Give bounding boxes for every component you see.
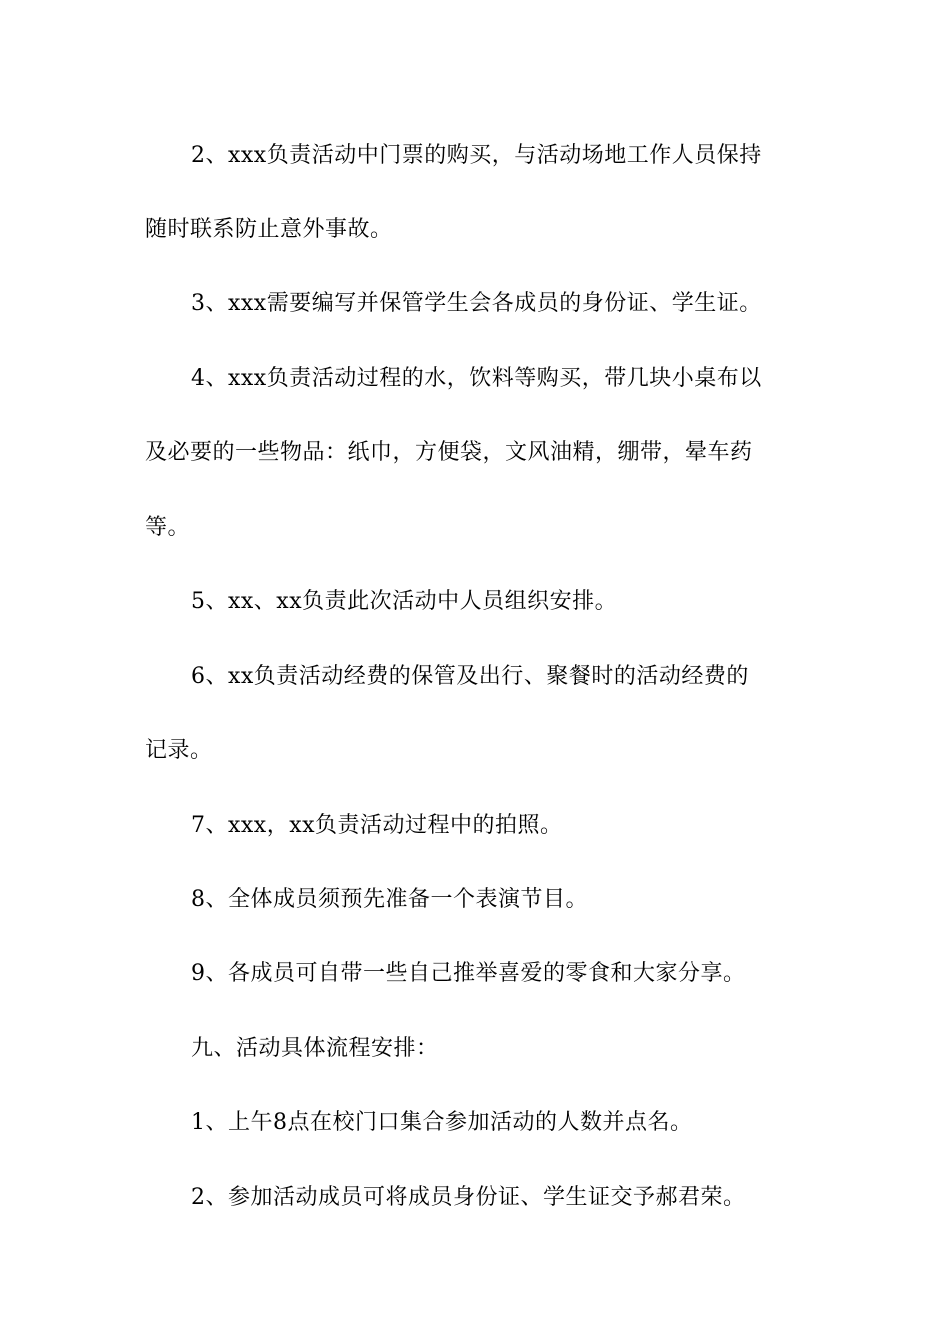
paragraph-line: 6、xx负责活动经费的保管及出行、聚餐时的活动经费的 xyxy=(191,664,749,689)
paragraph-line: 随时联系防止意外事故。 xyxy=(145,217,393,242)
paragraph-line: 3、xxx需要编写并保管学生会各成员的身份证、学生证。 xyxy=(191,291,762,316)
section-heading: 九、活动具体流程安排： xyxy=(191,1036,439,1061)
paragraph-line: 7、xxx，xx负责活动过程中的拍照。 xyxy=(191,813,563,838)
paragraph-line: 4、xxx负责活动过程的水，饮料等购买，带几块小桌布以 xyxy=(191,366,762,391)
paragraph-line: 记录。 xyxy=(145,738,213,763)
paragraph-line: 等。 xyxy=(145,515,191,540)
paragraph-line: 5、xx、xx负责此次活动中人员组织安排。 xyxy=(191,589,618,614)
paragraph-line: 2、xxx负责活动中门票的购买，与活动场地工作人员保持 xyxy=(191,143,762,168)
paragraph-line: 8、全体成员须预先准备一个表演节目。 xyxy=(191,887,588,912)
paragraph-line: 2、参加活动成员可将成员身份证、学生证交予郝君荣。 xyxy=(191,1185,746,1210)
paragraph-line: 及必要的一些物品：纸巾，方便袋，文风油精，绷带，晕车药 xyxy=(145,440,753,465)
paragraph-line: 9、各成员可自带一些自己推举喜爱的零食和大家分享。 xyxy=(191,961,746,986)
paragraph-line: 1、上午8点在校门口集合参加活动的人数并点名。 xyxy=(191,1110,693,1135)
